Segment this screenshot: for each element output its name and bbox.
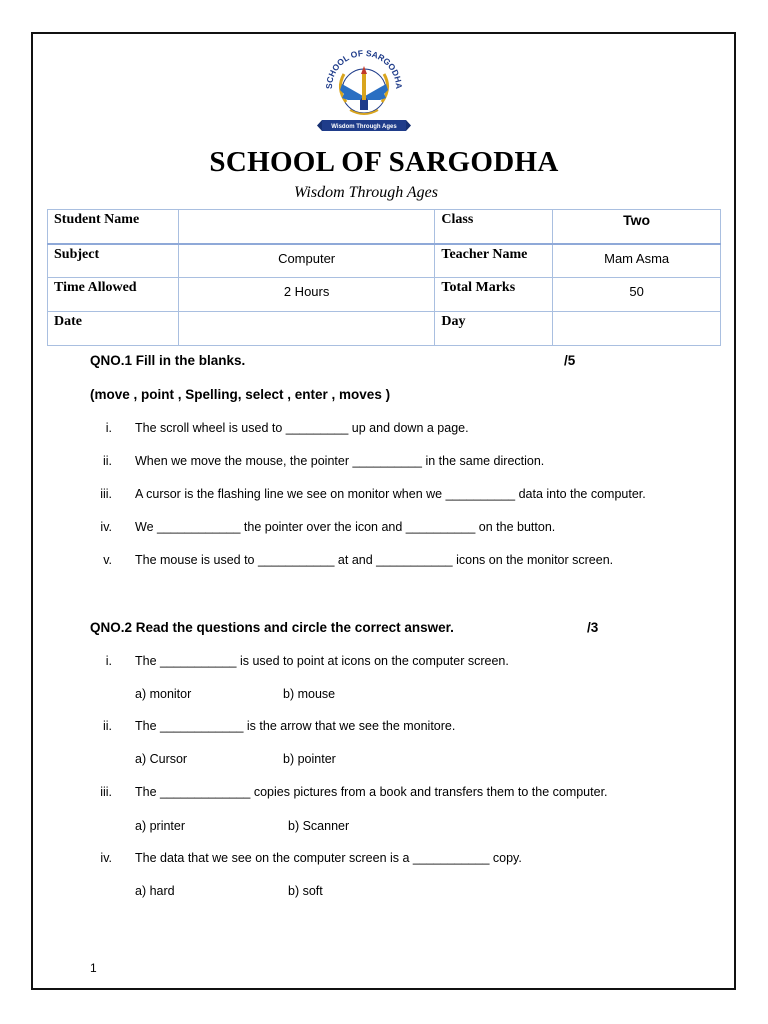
item-number: iv. <box>100 851 112 865</box>
item-text: The scroll wheel is used to _________ up and down a page. <box>135 421 469 435</box>
time-allowed-label: Time Allowed <box>48 278 179 312</box>
q1-marks: /5 <box>564 353 576 368</box>
teacher-name-label: Teacher Name <box>435 244 553 278</box>
item-number: iii. <box>100 487 112 501</box>
option-b[interactable]: b) Scanner <box>288 819 350 833</box>
q1-word-bank: (move , point , Spelling, select , enter , moves ) <box>90 387 391 402</box>
class-value: Two <box>553 210 721 244</box>
page-number: 1 <box>90 961 97 975</box>
item-text: A cursor is the flashing line we see on monitor when we __________ data into the computer. <box>135 487 646 501</box>
option-a[interactable]: a) monitor <box>135 687 192 701</box>
school-motto: Wisdom Through Ages <box>293 184 438 201</box>
teacher-name-value: Mam Asma <box>553 244 721 278</box>
item-text: The data that we see on the computer screen is a ___________ copy. <box>135 851 522 865</box>
subject-label: Subject <box>48 244 179 278</box>
total-marks-value: 50 <box>553 278 721 312</box>
option-b[interactable]: b) soft <box>288 884 323 898</box>
logo-ring-text: SCHOOL OF SARGODHA <box>323 47 405 90</box>
item-number: i. <box>105 421 112 435</box>
option-a[interactable]: a) Cursor <box>135 752 188 766</box>
item-text: When we move the mouse, the pointer __________ in the same direction. <box>135 454 545 468</box>
item-number: iv. <box>100 520 112 534</box>
option-a[interactable]: a) printer <box>135 819 186 833</box>
q2-heading: QNO.2 Read the questions and circle the correct answer. <box>90 620 454 635</box>
subject-value: Computer <box>178 244 435 278</box>
table-row <box>48 312 721 346</box>
table-row <box>48 244 721 278</box>
item-number: ii. <box>102 454 112 468</box>
option-b[interactable]: b) pointer <box>283 752 336 766</box>
item-number: i. <box>105 654 112 668</box>
date-field[interactable] <box>178 312 435 346</box>
class-label: Class <box>435 210 553 244</box>
q2-marks: /3 <box>587 620 599 635</box>
time-allowed-value: 2 Hours <box>178 278 435 312</box>
q1-heading: QNO.1 Fill in the blanks. <box>90 353 246 368</box>
school-logo <box>316 44 412 134</box>
option-b[interactable]: b) mouse <box>283 687 336 701</box>
item-text: The ____________ is the arrow that we see the monitore. <box>135 719 456 733</box>
item-text: The _____________ copies pictures from a book and transfers them to the computer. <box>135 785 608 799</box>
day-field[interactable] <box>553 312 721 346</box>
day-label: Day <box>435 312 553 346</box>
table-row <box>48 210 721 244</box>
logo-ribbon-text: Wisdom Through Ages <box>331 124 397 130</box>
item-number: iii. <box>100 785 112 799</box>
total-marks-label: Total Marks <box>435 278 553 312</box>
item-text: The ___________ is used to point at icons on the computer screen. <box>135 654 509 668</box>
student-info-table <box>47 209 721 346</box>
item-number: v. <box>103 553 112 567</box>
item-text: The mouse is used to ___________ at and ___________ icons on the monitor screen. <box>135 553 614 567</box>
table-row <box>48 278 721 312</box>
student-name-field[interactable] <box>178 210 435 244</box>
student-name-label: Student Name <box>48 210 179 244</box>
option-a[interactable]: a) hard <box>135 884 175 898</box>
item-number: ii. <box>102 719 112 733</box>
school-title: SCHOOL OF SARGODHA <box>209 146 559 178</box>
item-text: We ____________ the pointer over the icon and __________ on the button. <box>135 520 556 534</box>
date-label: Date <box>48 312 179 346</box>
